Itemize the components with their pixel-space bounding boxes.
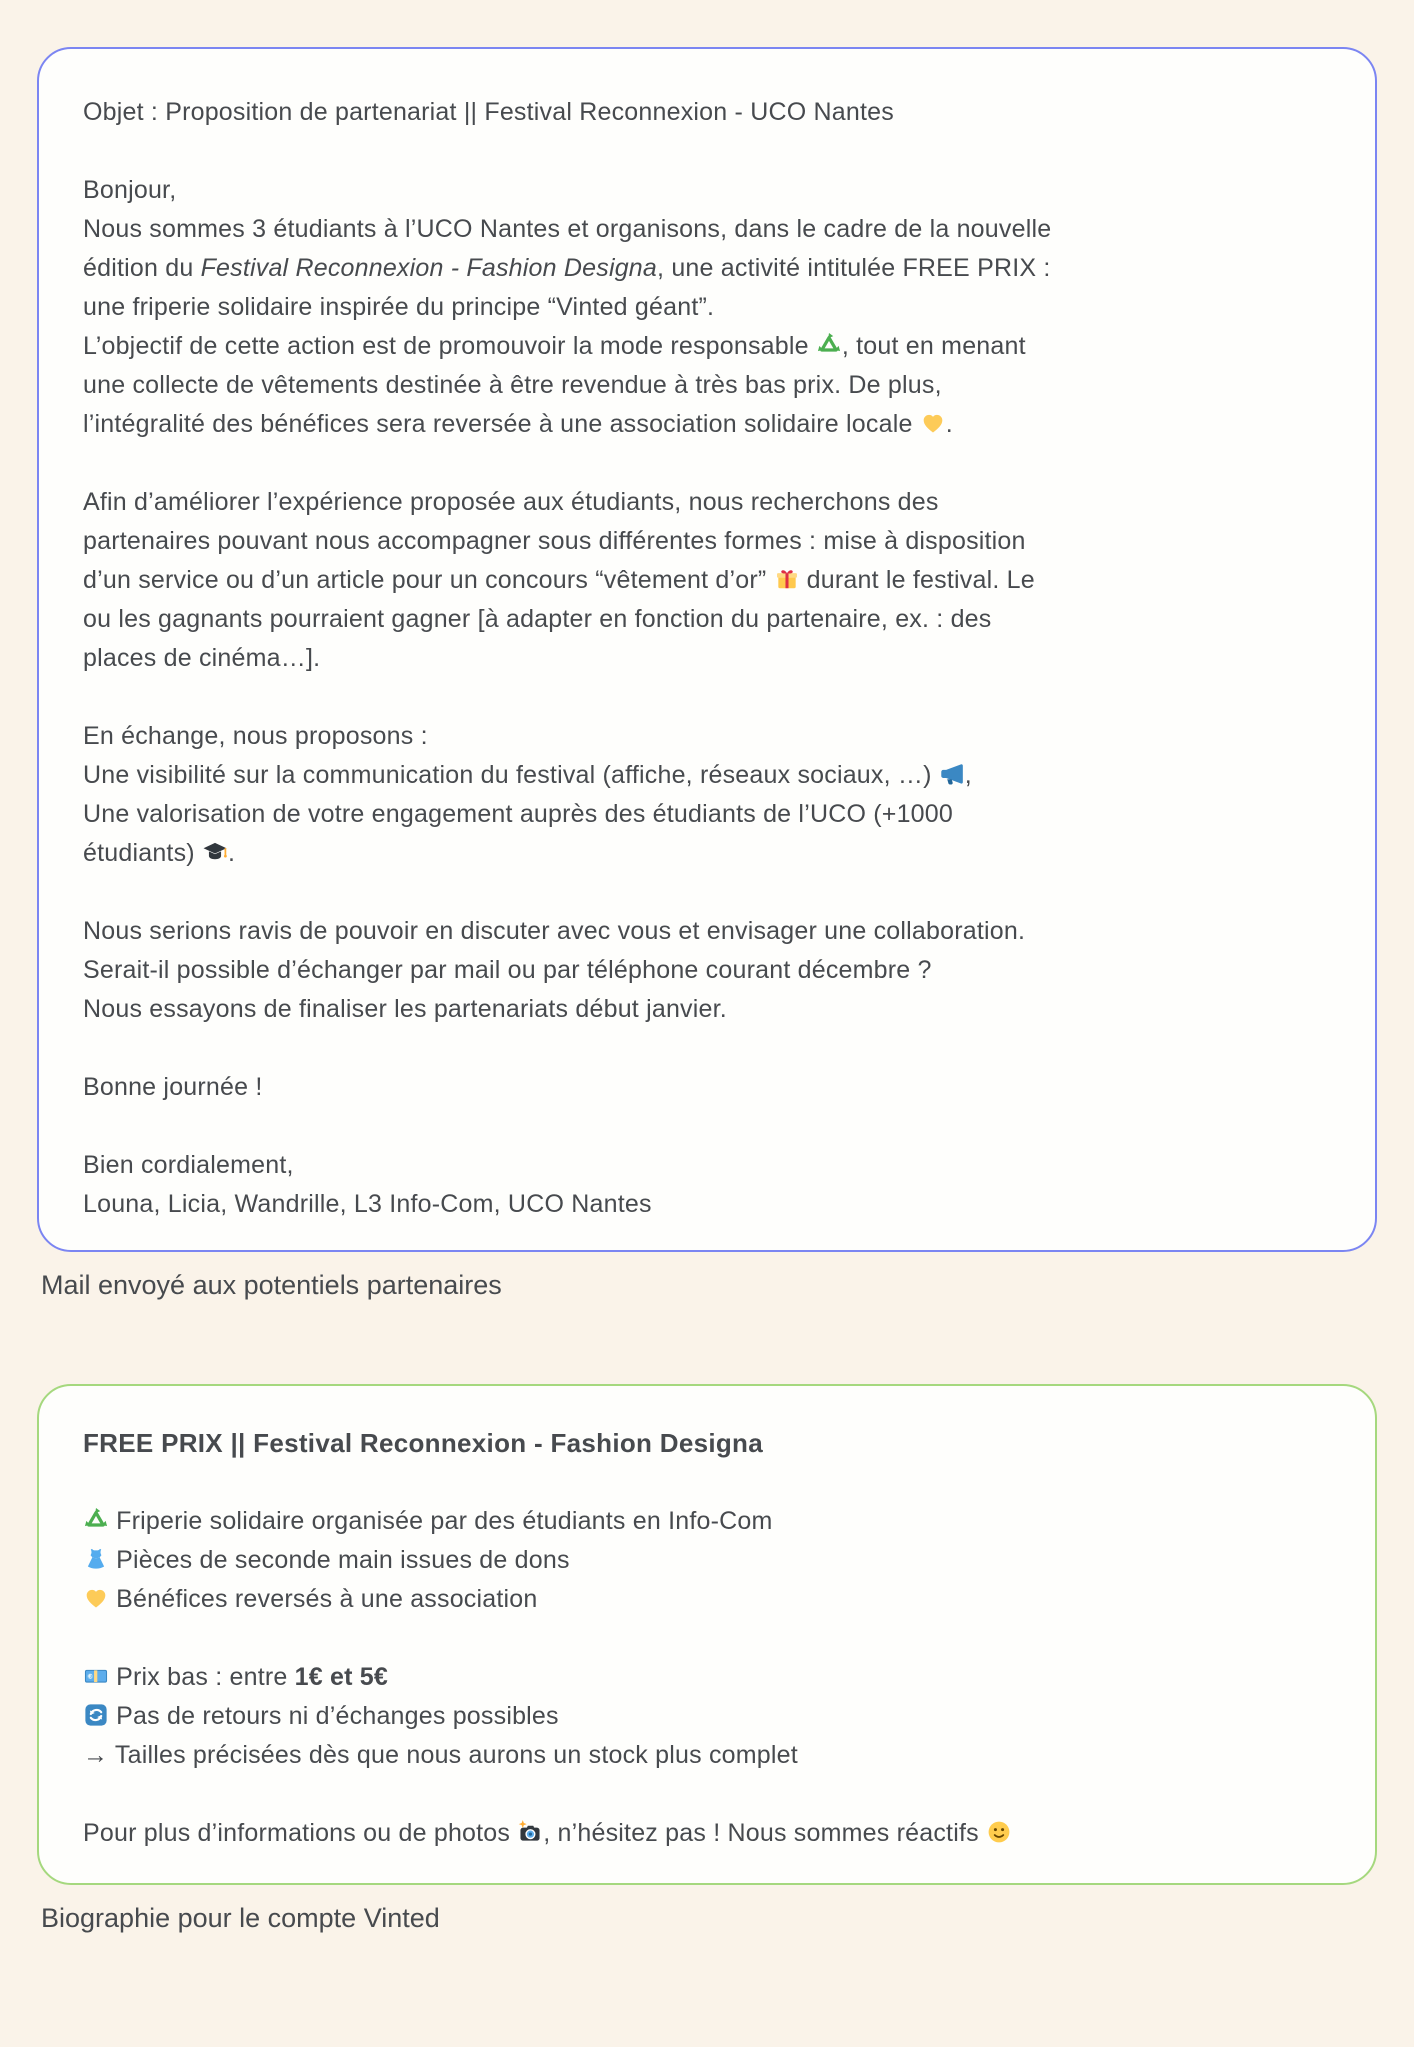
text: ou les gagnants pourraient gagner [à adapter en fonction du partenaire, ex. : des	[83, 605, 992, 633]
text-line	[83, 1463, 1331, 1502]
bio-body	[83, 1424, 1331, 1853]
text: Bonne journée !	[83, 1073, 263, 1101]
text-line	[83, 1541, 1331, 1580]
text-line	[83, 93, 1331, 132]
text: Friperie solidaire organisée par des étudiants en Info-Com	[109, 1507, 773, 1535]
text-line	[83, 795, 1331, 834]
text: , tout en menant	[841, 332, 1026, 360]
yellow-heart-icon	[920, 405, 946, 444]
text-line	[83, 288, 1331, 327]
text-line	[83, 1619, 1331, 1658]
text: Nous serions ravis de pouvoir en discuter avec vous et envisager une collaboration.	[83, 917, 1026, 945]
bold-text: FREE PRIX || Festival Reconnexion - Fashion Designa	[83, 1428, 763, 1458]
megaphone-icon	[939, 756, 965, 795]
text-line	[83, 756, 1331, 795]
text-line	[83, 1502, 1331, 1541]
text: ,	[964, 761, 972, 789]
text-line	[83, 327, 1331, 366]
text-line	[83, 249, 1331, 288]
text: , une activité intitulée FREE PRIX :	[657, 254, 1051, 282]
text-line	[83, 639, 1331, 678]
svg-text:€: €	[88, 1673, 93, 1681]
text-line	[83, 1736, 1331, 1775]
email-body	[83, 93, 1331, 1224]
text: durant le festival. Le	[799, 566, 1035, 594]
dress-icon	[83, 1541, 109, 1580]
italic-text: Festival Reconnexion - Fashion Designa	[200, 254, 658, 282]
text: Bonjour,	[83, 176, 177, 204]
text: .	[227, 839, 236, 867]
text-line	[83, 1029, 1331, 1068]
text-line	[83, 171, 1331, 210]
recycling-icon	[816, 327, 842, 366]
text: Nous sommes 3 étudiants à l’UCO Nantes et organisons, dans le cadre de la nouvelle	[83, 215, 1052, 243]
text-line	[83, 1424, 1331, 1463]
bio-card	[37, 1384, 1377, 1885]
text: L’objectif de cette action est de promouvoir la mode responsable	[83, 332, 816, 360]
text: Pièces de seconde main issues de dons	[109, 1546, 570, 1574]
text-line	[83, 600, 1331, 639]
text: Bénéfices reversés à une association	[109, 1585, 538, 1613]
text: Une visibilité sur la communication du festival (affiche, réseaux sociaux, …)	[83, 761, 939, 789]
text: Objet : Proposition de partenariat || Festival Reconnexion - UCO Nantes	[83, 98, 894, 126]
page	[0, 47, 1414, 2047]
text-line	[83, 1107, 1331, 1146]
text: places de cinéma…].	[83, 644, 321, 672]
text-line	[83, 522, 1331, 561]
text: partenaires pouvant nous accompagner sous différentes formes : mise à disposition	[83, 527, 1026, 555]
text: Une valorisation de votre engagement auprès des étudiants de l’UCO (+1000	[83, 800, 953, 828]
text-line	[83, 951, 1331, 990]
text-line	[83, 717, 1331, 756]
yellow-heart-icon	[83, 1580, 109, 1619]
recycling-icon	[83, 1502, 109, 1541]
text-line	[83, 1658, 1331, 1697]
text-line	[83, 912, 1331, 951]
text-line	[83, 1580, 1331, 1619]
text-line	[83, 1068, 1331, 1107]
text-line	[83, 132, 1331, 171]
text: En échange, nous proposons :	[83, 722, 428, 750]
text: une friperie solidaire inspirée du principe “Vinted géant”.	[83, 293, 715, 321]
text: étudiants)	[83, 839, 202, 867]
email-card	[37, 47, 1377, 1252]
text: Nous essayons de finaliser les partenariats début janvier.	[83, 995, 727, 1023]
text: une collecte de vêtements destinée à être revendue à très bas prix. De plus,	[83, 371, 942, 399]
text: Serait-il possible d’échanger par mail ou par téléphone courant décembre ?	[83, 956, 932, 984]
text: l’intégralité des bénéfices sera reversée à une association solidaire locale	[83, 410, 920, 438]
euro-banknote-icon	[83, 1658, 109, 1697]
text: Prix bas : entre	[109, 1663, 295, 1691]
text-line	[83, 834, 1331, 873]
text: Pour plus d’informations ou de photos	[83, 1819, 518, 1847]
text: d’un service ou d’un article pour un concours “vêtement d’or”	[83, 566, 774, 594]
email-caption: Mail envoyé aux potentiels partenaires	[41, 1270, 502, 1300]
text-line	[83, 483, 1331, 522]
text-line	[83, 1697, 1331, 1736]
text-line	[83, 210, 1331, 249]
counterclockwise-arrows-icon	[83, 1697, 109, 1736]
text: .	[945, 410, 953, 438]
text-line	[83, 1185, 1331, 1224]
text: , n’hésitez pas ! Nous sommes réactifs	[543, 1819, 986, 1847]
text-line	[83, 444, 1331, 483]
graduation-cap-icon	[202, 834, 228, 873]
text-line	[83, 1146, 1331, 1185]
text: → Tailles précisées dès que nous aurons un stock plus complet	[83, 1741, 798, 1769]
bold-text: 1€ et 5€	[294, 1663, 388, 1691]
text: Afin d’améliorer l’expérience proposée aux étudiants, nous recherchons des	[83, 488, 939, 516]
text-line	[83, 1814, 1331, 1853]
text-line	[83, 561, 1331, 600]
text-line	[83, 990, 1331, 1029]
text: Bien cordialement,	[83, 1151, 294, 1179]
camera-flash-icon	[517, 1814, 543, 1853]
gift-icon	[774, 561, 800, 600]
smiley-icon	[986, 1814, 1012, 1853]
text-line	[83, 678, 1331, 717]
text-line	[83, 873, 1331, 912]
text-line	[83, 366, 1331, 405]
bio-caption: Biographie pour le compte Vinted	[41, 1903, 440, 1933]
text-line	[83, 405, 1331, 444]
text: Louna, Licia, Wandrille, L3 Info-Com, UCO Nantes	[83, 1190, 652, 1218]
text: édition du	[83, 254, 201, 282]
text: Pas de retours ni d’échanges possibles	[109, 1702, 559, 1730]
text-line	[83, 1775, 1331, 1814]
